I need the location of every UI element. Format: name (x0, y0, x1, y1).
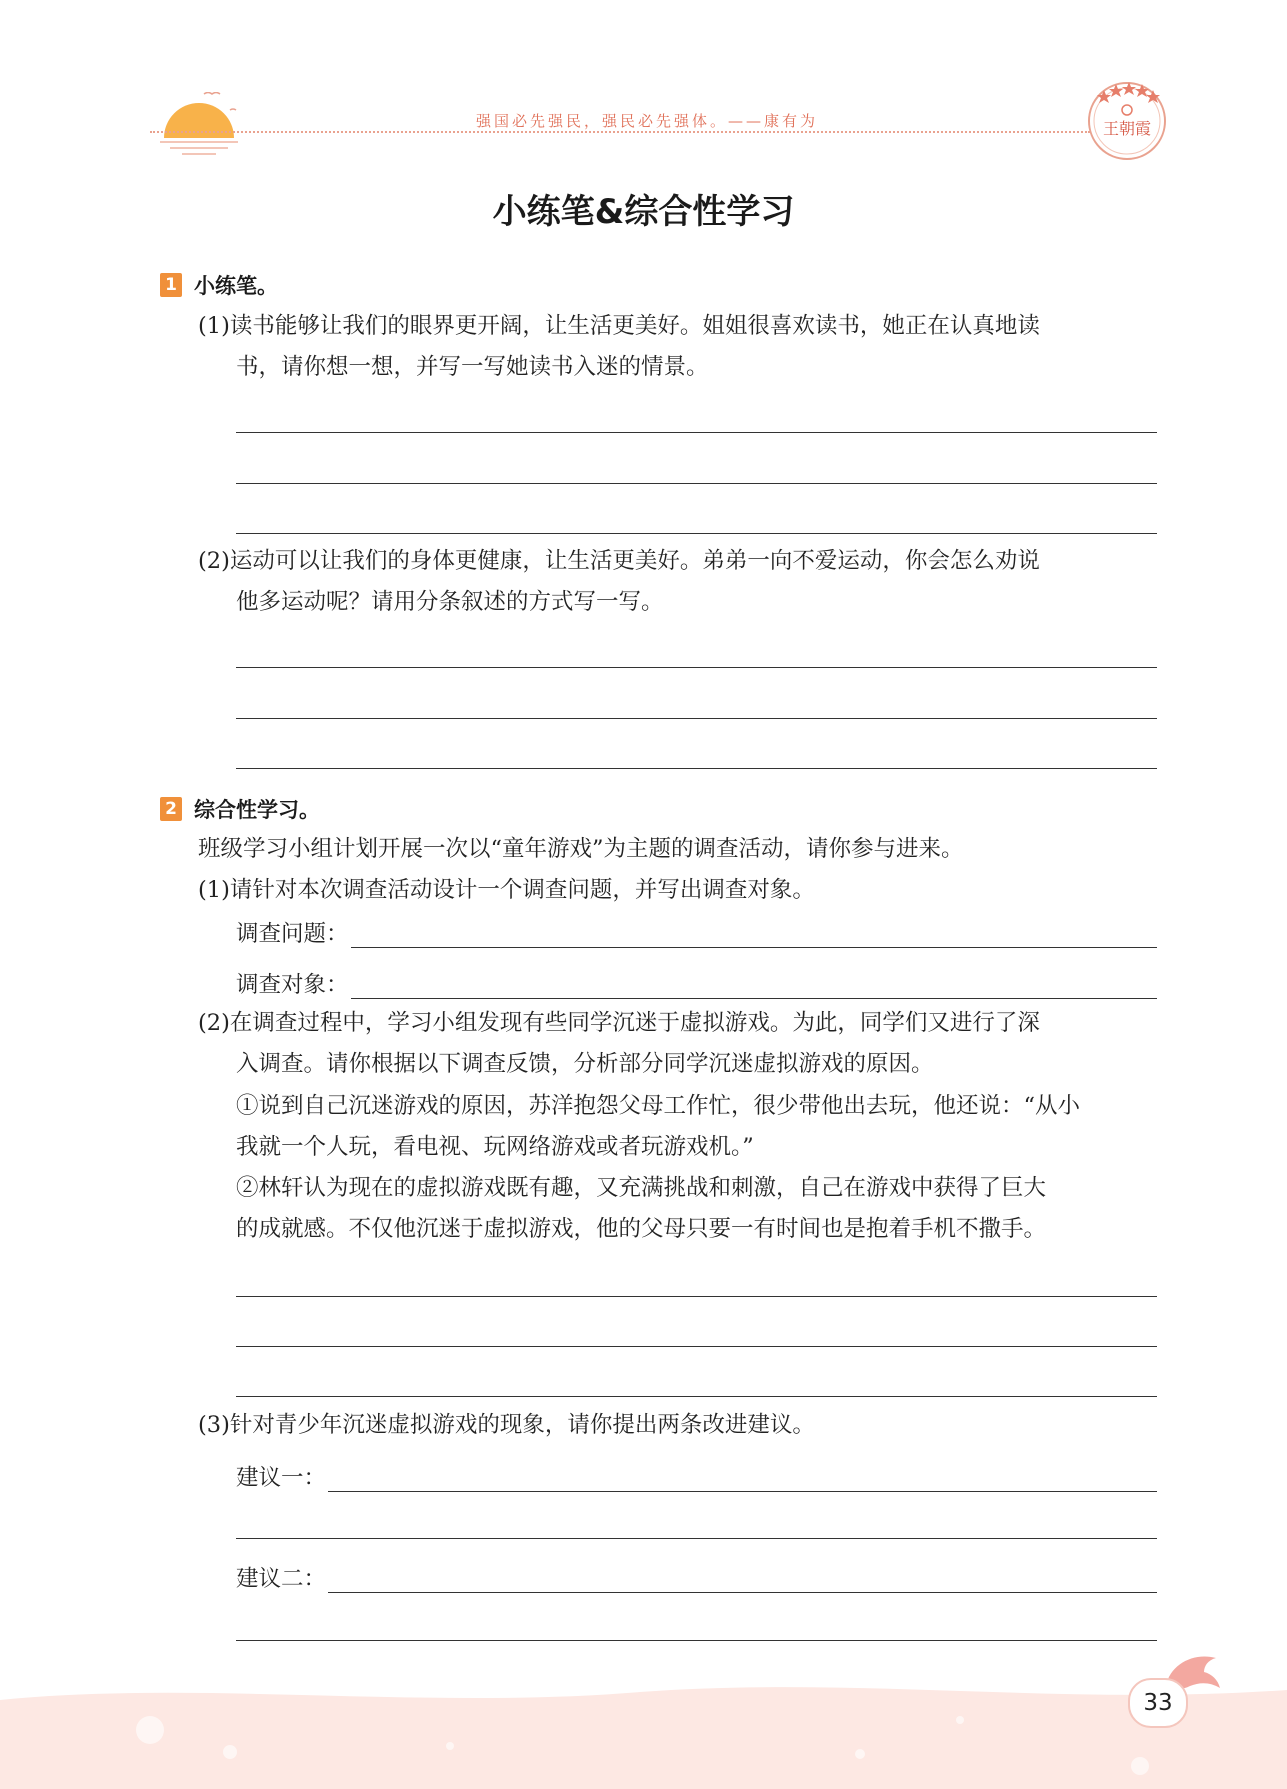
s2-q3-suggestion-1-label: 建议一： (236, 1465, 327, 1491)
s1-q1-answer-line[interactable] (236, 483, 1157, 484)
page-number: 33 (1128, 1678, 1188, 1728)
s1-q2-answer-line[interactable] (236, 768, 1157, 769)
page-title: 小练笔&综合性学习 (492, 192, 795, 232)
s2-intro: 班级学习小组计划开展一次以“童年游戏”为主题的调查活动，请你参与进来。 (198, 836, 964, 862)
s2-q2-item2-line2: 的成就感。不仅他沉迷于虚拟游戏，他的父母只要一有时间也是抱着手机不撒手。 (236, 1216, 1047, 1242)
s2-q2-item1-line2: 我就一个人玩，看电视、玩网络游戏或者玩游戏机。” (236, 1134, 754, 1160)
s2-q1-survey-target-row (236, 967, 1157, 999)
s2-q1: (1)请针对本次调查活动设计一个调查问题，并写出调查对象。 (198, 877, 815, 903)
s2-q3-suggestion-2-row (236, 1561, 1157, 1593)
s2-q1-survey-question-row (236, 916, 1157, 948)
s2-q2-item2-line1: ②林轩认为现在的虚拟游戏既有趣，又充满挑战和刺激，自己在游戏中获得了巨大 (236, 1175, 1047, 1201)
s2-q1-survey-target-label: 调查对象： (236, 972, 349, 998)
s1-q2-line1: (2)运动可以让我们的身体更健康，让生活更美好。弟弟一向不爱运动，你会怎么劝说 (198, 548, 1040, 574)
header-motto: 强国必先强民，强民必先强体。——康有为 (476, 112, 819, 130)
s2-q3-suggestion-1-answer-line[interactable] (236, 1538, 1157, 1539)
s1-q1-line2: 书，请你想一想，并写一写她读书入迷的情景。 (236, 354, 709, 380)
section-1-number-badge: 1 (160, 273, 182, 297)
s1-q2-answer-line[interactable] (236, 718, 1157, 719)
s2-q3-suggestion-1-row (236, 1460, 1157, 1492)
s2-q2-answer-line[interactable] (236, 1396, 1157, 1397)
s1-q1-answer-line[interactable] (236, 533, 1157, 534)
s2-q1-survey-question-blank[interactable] (351, 921, 1157, 948)
brand-seal-logo (1084, 78, 1170, 164)
section-1-heading (160, 270, 278, 300)
svg-text:王朝霞: 王朝霞 (1102, 119, 1152, 138)
s2-q3: (3)针对青少年沉迷虚拟游戏的现象，请你提出两条改进建议。 (198, 1412, 815, 1438)
section-2-number-badge: 2 (160, 797, 182, 821)
s1-q1-answer-line[interactable] (236, 432, 1157, 433)
s1-q2-answer-line[interactable] (236, 667, 1157, 668)
section-1-title: 小练笔。 (194, 274, 278, 298)
s2-q3-suggestion-1-blank[interactable] (328, 1465, 1157, 1492)
footer-wave-decoration (0, 1680, 1287, 1789)
s1-q1-line1: (1)读书能够让我们的眼界更开阔，让生活更美好。姐姐很喜欢读书，她正在认真地读 (198, 313, 1040, 339)
s1-q2-line2: 他多运动呢？请用分条叙述的方式写一写。 (236, 589, 664, 615)
s2-q3-suggestion-2-label: 建议二： (236, 1566, 327, 1592)
s2-q2-item1-line1: ①说到自己沉迷游戏的原因，苏洋抱怨父母工作忙，很少带他出去玩，他还说：“从小 (236, 1093, 1081, 1119)
s2-q3-suggestion-2-answer-line[interactable] (236, 1640, 1157, 1641)
s2-q1-survey-question-label: 调查问题： (236, 921, 349, 947)
section-2-title: 综合性学习。 (194, 798, 320, 822)
s2-q2-line1: (2)在调查过程中，学习小组发现有些同学沉迷于虚拟游戏。为此，同学们又进行了深 (198, 1010, 1040, 1036)
s2-q2-answer-line[interactable] (236, 1346, 1157, 1347)
s2-q2-answer-line[interactable] (236, 1296, 1157, 1297)
header-dotted-rule (150, 131, 1090, 133)
s2-q3-suggestion-2-blank[interactable] (328, 1566, 1157, 1593)
s2-q1-survey-target-blank[interactable] (351, 972, 1157, 999)
section-2-heading (160, 794, 320, 824)
s2-q2-line2: 入调查。请你根据以下调查反馈，分析部分同学沉迷虚拟游戏的原因。 (236, 1051, 934, 1077)
